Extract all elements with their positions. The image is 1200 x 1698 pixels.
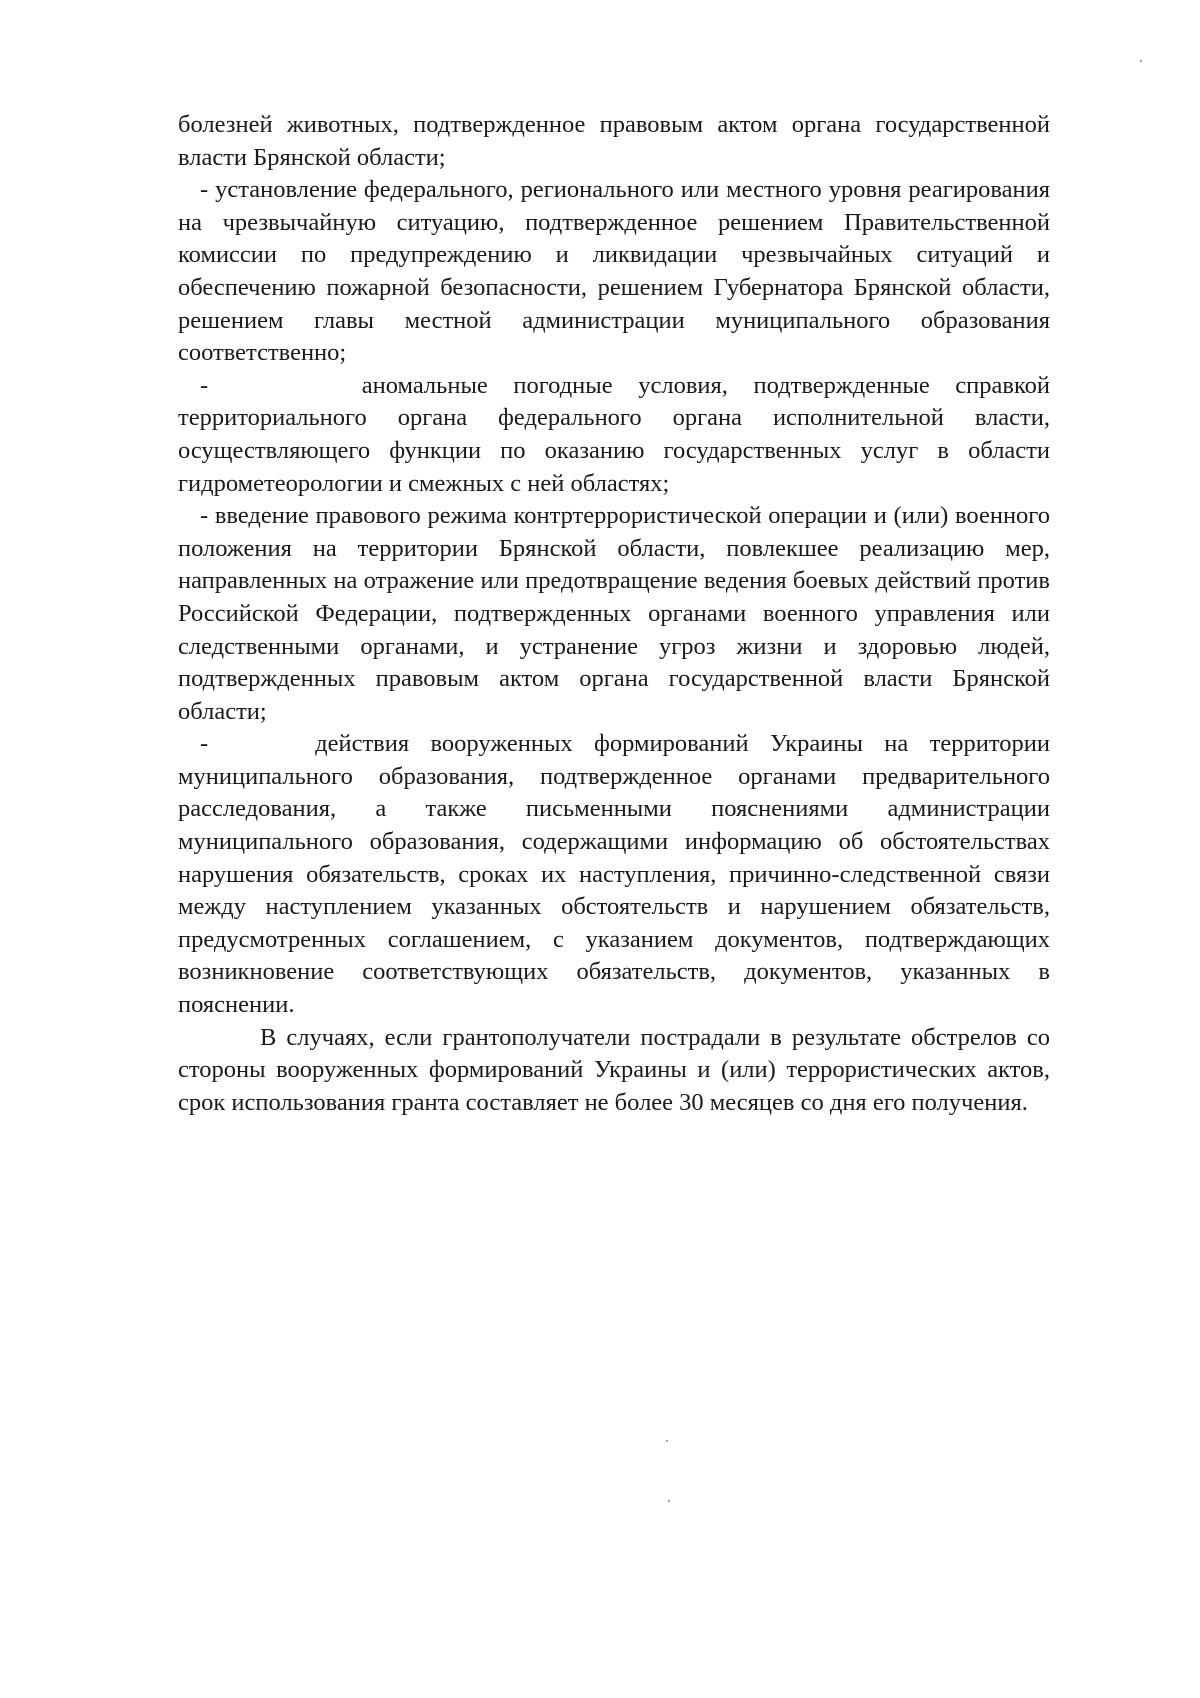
scan-speck (666, 1440, 668, 1442)
list-item-armed-formations: - действия вооруженных формирований Украины на территории муниципального образования, подтвержденное органами предварительного расследования, а также письменными пояснениями администрации муниципального образования, содержащими информацию об обстоятельствах нарушения обязательств, сроках их наступления, причинно-следственной связи между наступлением указанных обстоятельств и нарушением обязательств, предусмотренных соглашением, с указанием документов, подтверждающих возникновение соответствующих обязательств, документов, указанных в пояснении. (178, 730, 1057, 1019)
list-item-counterterrorism-regime: - введение правового режима контртеррористической операции и (или) военного положения на территории Брянской области, повлекшее реализацию мер, направленных на отражение или предотвращение ведения боевых действий против Российской Федерации, подтвержденных органами военного управления или следственными органами, и устранение угроз жизни и здоровью людей, подтвержденных правовым актом органа государственной власти Брянской области; (178, 502, 1050, 725)
paragraph-grant-term: В случаях, если грантополучатели пострадали в результате обстрелов со стороны вооруженных формирований Украины и (или) террористических актов, срок использования гранта составляет не более 30 месяцев со дня его получения. (178, 1023, 1050, 1116)
paragraph-continuation: болезней животных, подтвержденное правовым актом органа государственной власти Брянской области; (178, 111, 1050, 171)
list-item-weather-conditions: - аномальные погодные условия, подтвержденные справкой территориального органа федерального органа исполнительной власти, осуществляющего функции по оказанию государственных услуг в области гидрометеорологии и смежных с ней областях; (178, 371, 1057, 497)
scan-speck (1140, 60, 1142, 62)
document-page (178, 109, 1057, 1119)
scan-speck (668, 1500, 670, 1502)
list-item-emergency-level: - установление федерального, регионального или местного уровня реагирования на чрезвычайную ситуацию, подтвержденное решением Правительственной комиссии по предупреждению и ликвидации чрезвычайных ситуаций и обеспечению пожарной безопасности, решением Губернатора Брянской области, решением главы местной администрации муниципального образования соответственно; (178, 176, 1050, 367)
